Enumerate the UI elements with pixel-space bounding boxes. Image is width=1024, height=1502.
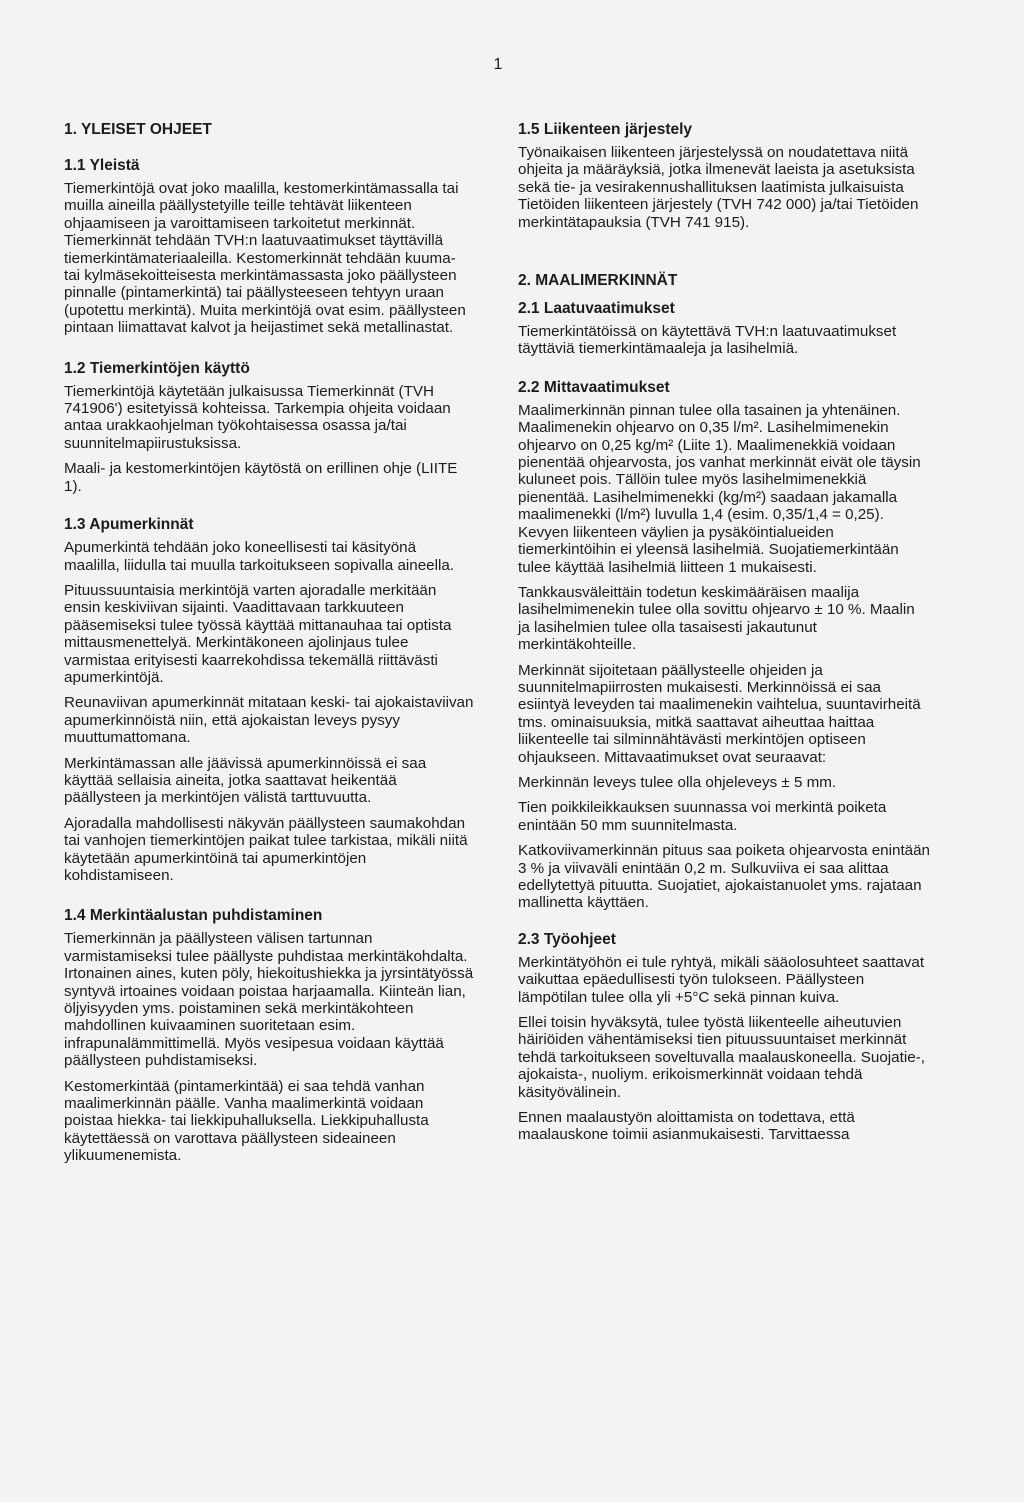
paragraph: Merkintätyöhön ei tule ryhtyä, mikäli sääolosuhteet saattavat vaikuttaa epäedullisesti työn tulokseen. Päällysteen lämpötilan tulee olla yli +5°C sekä pinnan kuiva. xyxy=(518,953,925,1006)
paragraph: Ajoradalla mahdollisesti näkyvän päällysteen saumakohdan tai vanhojen tiemerkintöjen paikat tulee tarkistaa, mikäli niitä käytetään apumerkintöinä tai apumerkintöjen kohdistamiseen. xyxy=(64,814,468,884)
left-column xyxy=(64,120,474,1183)
section-1-heading: 1. YLEISET OHJEET xyxy=(64,121,212,138)
section-1-1-heading: 1.1 Yleistä xyxy=(64,157,140,174)
section-1-1 xyxy=(64,156,474,337)
paragraph: Merkinnät sijoitetaan päällysteelle ohjeiden ja suunnitelmapiirrosten mukaisesti. Merkinnöissä ei saa esiintyä leveyden tai maalimenekin vaihtelua, suuntavirheitä tms. ominaisuuksia, mitkä saattavat aiheuttaa haittaa liikenteelle tai silminnähtävästi merkintöjen optiseen ohjaukseen. Mittavaatimukset ovat seuraavat: xyxy=(518,661,921,766)
paragraph: Maalimerkinnän pinnan tulee olla tasainen ja yhtenäinen. Maalimenekin ohjearvo on 0,35 l/m². Lasihelmimenekin ohjearvo on 0,25 kg/m² (Liite 1). Maalimenekkiä voidaan pienentää ohjearvosta, jos vanhat merkinnät eivät ole täysin kuluneet pois. Tällöin tulee myös lasihelmimenekkiä pienentää. Lasihelmimenekki (kg/m²) saadaan jakamalla maalimenekki (l/m²) luvulla 1,4 (esim. 0,35/1,4 = 0,25). Kevyen liikenteen väylien ja pysäköintialueiden tiemerkintöihin ei yleensä lasihelmiä. Suojatiemerkintään tulee käyttää lasihelmiä liitteen 1 mukaisesti. xyxy=(518,401,921,576)
section-2-heading: 2. MAALIMERKINNÄT xyxy=(518,272,678,290)
paragraph: Tiemerkintätöissä on käytettävä TVH:n laatuvaatimukset täyttäviä tiemerkintämaaleja ja lasihelmiä. xyxy=(518,323,897,358)
section-2-3 xyxy=(518,930,930,1144)
paragraph: Työnaikaisen liikenteen järjestelyssä on noudatettava niitä ohjeita ja määräyksiä, jotka ilmenevät laeista ja asetuksista sekä tie- ja vesirakennushallituksen laatimista julkaisuista Tietöiden liikenteen järjestely (TVH 742 000) ja/tai Tietöiden merkintätapauksia (TVH 741 915). xyxy=(518,144,919,231)
paragraph: Katkoviivamerkinnän pituus saa poiketa ohjearvosta enintään 3 % ja viivaväli enintään 0,2 m. Sulkuviiva ei saa alittaa edellytettyä pituutta. Suojatiet, ajokaistanuolet yms. rajataan mallinetta käyttäen. xyxy=(518,842,931,912)
paragraph: Tiemerkintöjä ovat joko maalilla, kestomerkintämassalla tai muilla aineilla päällystetyille teille tehtävät liikenteen ohjaamiseen ja varoittamiseen tarkoitetut merkinnät. Tiemerkinnät tehdään TVH:n laatuvaatimukset täyttävillä tiemerkintämateriaaleilla. Kestomerkinnät tehdään kuuma- tai kylmäsekoitteisesta merkintämassasta joko päällysteen pinnalle (pintamerkintä) tai päällysteeseen tehtyyn uraan (upotettu merkintä). Muita merkintöjä ovat esim. päällysteen pintaan liimattavat kalvot ja heijastimet sekä metallinastat. xyxy=(64,180,466,337)
section-1-4-heading: 1.4 Merkintäalustan puhdistaminen xyxy=(64,907,323,925)
section-1-2 xyxy=(64,359,474,495)
paragraph: Tien poikkileikkauksen suunnassa voi merkintä poiketa enintään 50 mm suunnitelmasta. xyxy=(518,799,887,834)
section-1-2-heading: 1.2 Tiemerkintöjen käyttö xyxy=(64,359,250,377)
paragraph: Tiemerkintöjä käytetään julkaisussa Tiemerkinnät (TVH 741906') esitetyissä kohteissa. Tarkempia ohjeita voidaan antaa urakkaohjelman työkohtaisessa osassa ja/tai suunnitelmapiirustuksissa. xyxy=(64,382,451,452)
section-1-3 xyxy=(64,515,474,884)
paragraph: Tiemerkinnän ja päällysteen välisen tartunnan varmistamiseksi tulee päällyste puhdistaa merkintäkohdalta. Irtonainen aines, kuten pöly, hiekoitushiekka ja jyrsintätyössä syntyvä irtoaines voidaan poistaa harjaamalla. Kiinteän lian, öljyisyyden yms. poistaminen sekä merkintäkohteen mahdollinen kuivaaminen suoritetaan esim. infrapunalämmittimellä. Myös vesipesua voidaan käyttää päällysteen puhdistamiseksi. xyxy=(64,930,474,1070)
paragraph: Ennen maalaustyön aloittamista on todettava, että maalauskone toimii asianmukaisesti. Tarvittaessa xyxy=(518,1109,855,1144)
paragraph: Ellei toisin hyväksytä, tulee työstä liikenteelle aiheutuvien häiriöiden vähentämiseksi tien pituussuuntaiset merkinnät tehdä tarkoitukseen soveltuvalla maalauskoneella. Suojatie-, ajokaista-, nuoliym. erikoismerkinnät voidaan tehdä käsityövälinein. xyxy=(518,1014,925,1101)
paragraph: Apumerkintä tehdään joko koneellisesti tai käsityönä maalilla, liidulla tai muulla tarkoitukseen sopivalla aineella. xyxy=(64,539,455,574)
section-1-5-heading: 1.5 Liikenteen järjestely xyxy=(518,121,693,138)
page-number: 1 xyxy=(493,56,503,73)
section-2-1-heading: 2.1 Laatuvaatimukset xyxy=(518,300,675,318)
paragraph: Tankkausväleittäin todetun keskimääräisen maalija lasihelmimenekin tulee olla sovittu ohjearvo ± 10 %. Maalin ja lasihelmien tulee olla tasaisesti jakautunut merkintäkohteille. xyxy=(518,583,915,654)
section-2-2-heading: 2.2 Mittavaatimukset xyxy=(518,378,670,396)
paragraph: Merkinnän leveys tulee olla ohjeleveys ± 5 mm. xyxy=(518,773,837,791)
section-1-3-heading: 1.3 Apumerkinnät xyxy=(64,516,194,534)
paragraph: Kestomerkintää (pintamerkintää) ei saa tehdä vanhan maalimerkinnän päälle. Vanha maalimerkintä voidaan poistaa hiekka- tai liekkipuhalluksella. Liekkipuhallusta käytettäessä on varottava päällysteen sideaineen ylikuumenemista. xyxy=(64,1077,429,1165)
section-1-4 xyxy=(64,906,474,1164)
section-1-5 xyxy=(518,120,930,231)
paragraph: Reunaviivan apumerkinnät mitataan keski- tai ajokaistaviivan apumerkinnöistä niin, että ajokaistan leveys pysyy muuttumattomana. xyxy=(64,694,474,747)
section-2-2 xyxy=(518,378,930,912)
section-2-1 xyxy=(518,299,930,358)
section-2-3-heading: 2.3 Työohjeet xyxy=(518,930,616,948)
right-column xyxy=(518,120,930,1162)
paragraph: Merkintämassan alle jäävissä apumerkinnöissä ei saa käyttää sellaisia aineita, jotka saattavat heikentää päällysteen ja merkintöjen välistä tarttuvuutta. xyxy=(64,754,427,807)
paragraph: Maali- ja kestomerkintöjen käytöstä on erillinen ohje (LIITE 1). xyxy=(64,460,458,495)
paragraph: Pituussuuntaisia merkintöjä varten ajoradalle merkitään ensin keskiviivan sijainti. Vaadittavaan tarkkuuteen pääsemiseksi tulee työssä käyttää mittanauhaa tai optista mittausmenettelyä. Merkintäkoneen ajolinjaus tulee varmistaa erityisesti kaarrekohdissa tekemällä riittävästi apumerkintöjä. xyxy=(64,581,452,686)
